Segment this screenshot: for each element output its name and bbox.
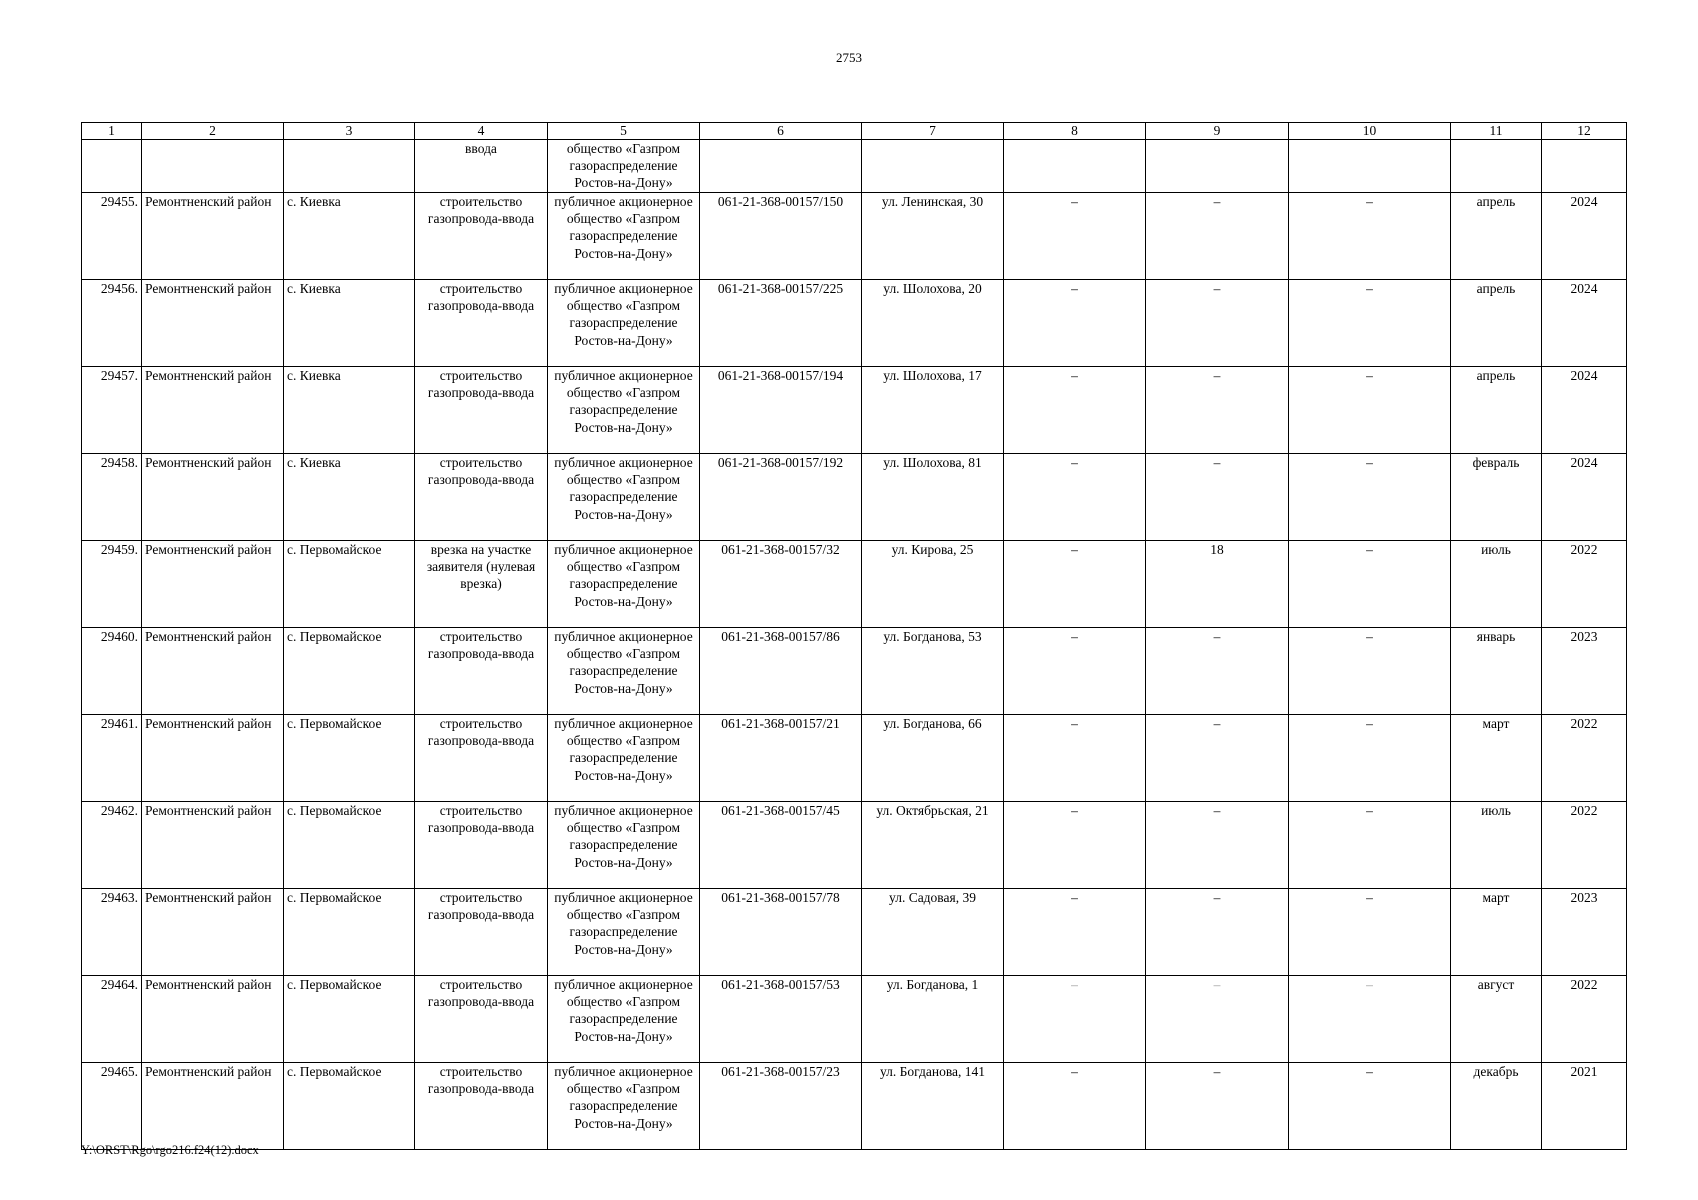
month-cell: август [1451,976,1542,1063]
column-8-cell: – [1004,193,1146,280]
column-9-cell: – [1146,976,1289,1063]
column-8-cell: – [1004,628,1146,715]
registry-table [81,122,1627,1150]
month-cell: февраль [1451,454,1542,541]
year-cell: 2024 [1542,367,1627,454]
year-cell: 2022 [1542,541,1627,628]
application-code-cell: 061-21-368-00157/192 [700,454,862,541]
column-header: 9 [1146,123,1289,140]
year-cell: 2023 [1542,628,1627,715]
table-row [82,889,1627,976]
column-10-cell: – [1289,367,1451,454]
work-type-cell: строительство газопровода-ввода [415,280,548,367]
table-row [82,193,1627,280]
footer-file-path: Y:\ORST\Rgo\rgo216.f24(12).docx [81,1143,259,1157]
column-header: 11 [1451,123,1542,140]
application-code-cell: 061-21-368-00157/32 [700,541,862,628]
column-9-cell: – [1146,628,1289,715]
table-row [82,715,1627,802]
work-type-cell: строительство газопровода-ввода [415,367,548,454]
column-9-cell: – [1146,367,1289,454]
organization-cell: публичное акционерное общество «Газпром газораспределение Ростов-на-Дону» [548,628,700,715]
column-header: 4 [415,123,548,140]
month-cell: апрель [1451,280,1542,367]
work-type-cell: строительство газопровода-ввода [415,193,548,280]
row-number-cell: 29456. [82,280,142,367]
continued-row [82,140,1627,193]
district-cell: Ремонтненский район [142,541,284,628]
address-cell: ул. Кирова, 25 [862,541,1004,628]
address-cell: ул. Шолохова, 81 [862,454,1004,541]
column-8-cell: – [1004,976,1146,1063]
table-row [82,802,1627,889]
row-number-cell: 29461. [82,715,142,802]
column-9-cell: – [1146,1063,1289,1150]
district-cell: Ремонтненский район [142,193,284,280]
column-10-cell: – [1289,802,1451,889]
table-row [82,976,1627,1063]
column-9-cell: – [1146,889,1289,976]
row-number-cell: 29464. [82,976,142,1063]
column-9-cell: – [1146,715,1289,802]
table-row [82,280,1627,367]
year-cell: 2023 [1542,889,1627,976]
row-number-cell: 29457. [82,367,142,454]
address-cell: ул. Садовая, 39 [862,889,1004,976]
column-9-cell: – [1146,454,1289,541]
organization-cell: публичное акционерное общество «Газпром газораспределение Ростов-на-Дону» [548,541,700,628]
locality-cell: с. Первомайское [284,976,415,1063]
table-row [82,628,1627,715]
column-header: 10 [1289,123,1451,140]
district-cell: Ремонтненский район [142,280,284,367]
work-type-cell: строительство газопровода-ввода [415,628,548,715]
column-header: 2 [142,123,284,140]
row-number-cell: 29455. [82,193,142,280]
work-type-cell: строительство газопровода-ввода [415,889,548,976]
organization-cell: публичное акционерное общество «Газпром газораспределение Ростов-на-Дону» [548,454,700,541]
column-10-cell: – [1289,541,1451,628]
address-cell: ул. Ленинская, 30 [862,193,1004,280]
organization-cell: публичное акционерное общество «Газпром газораспределение Ростов-на-Дону» [548,889,700,976]
locality-cell: с. Первомайское [284,628,415,715]
application-code-cell: 061-21-368-00157/225 [700,280,862,367]
column-8-cell: – [1004,367,1146,454]
locality-cell: с. Первомайское [284,541,415,628]
address-cell: ул. Богданова, 53 [862,628,1004,715]
month-cell: апрель [1451,193,1542,280]
locality-cell: с. Первомайское [284,889,415,976]
column-8-cell: – [1004,715,1146,802]
work-type-cell: врезка на участке заявителя (нулевая врезка) [415,541,548,628]
locality-cell: с. Первомайское [284,715,415,802]
year-cell: 2024 [1542,193,1627,280]
application-code-cell: 061-21-368-00157/78 [700,889,862,976]
organization-cell: публичное акционерное общество «Газпром газораспределение Ростов-на-Дону» [548,193,700,280]
column-10-cell: – [1289,628,1451,715]
organization-cell: публичное акционерное общество «Газпром газораспределение Ростов-на-Дону» [548,280,700,367]
month-cell: март [1451,889,1542,976]
locality-cell: с. Киевка [284,367,415,454]
application-code-cell: 061-21-368-00157/86 [700,628,862,715]
column-10-cell: – [1289,715,1451,802]
table-row [82,1063,1627,1150]
district-cell: Ремонтненский район [142,715,284,802]
address-cell: ул. Шолохова, 17 [862,367,1004,454]
application-code-cell: 061-21-368-00157/45 [700,802,862,889]
district-cell: Ремонтненский район [142,889,284,976]
work-type-cell: строительство газопровода-ввода [415,1063,548,1150]
column-header: 8 [1004,123,1146,140]
column-header: 1 [82,123,142,140]
month-cell: январь [1451,628,1542,715]
district-cell: Ремонтненский район [142,1063,284,1150]
column-10-cell: – [1289,280,1451,367]
year-cell: 2024 [1542,280,1627,367]
column-header: 7 [862,123,1004,140]
year-cell: 2022 [1542,715,1627,802]
work-type-cell: ввода [415,140,548,193]
locality-cell: с. Первомайское [284,1063,415,1150]
address-cell: ул. Богданова, 141 [862,1063,1004,1150]
organization-cell: публичное акционерное общество «Газпром газораспределение Ростов-на-Дону» [548,715,700,802]
district-cell: Ремонтненский район [142,367,284,454]
table-row [82,367,1627,454]
column-10-cell: – [1289,1063,1451,1150]
column-8-cell: – [1004,541,1146,628]
application-code-cell: 061-21-368-00157/23 [700,1063,862,1150]
address-cell: ул. Шолохова, 20 [862,280,1004,367]
district-cell: Ремонтненский район [142,976,284,1063]
month-cell: декабрь [1451,1063,1542,1150]
locality-cell: с. Первомайское [284,802,415,889]
column-10-cell: – [1289,976,1451,1063]
organization-cell: публичное акционерное общество «Газпром газораспределение Ростов-на-Дону» [548,1063,700,1150]
column-header: 3 [284,123,415,140]
column-8-cell: – [1004,1063,1146,1150]
column-header: 6 [700,123,862,140]
column-10-cell: – [1289,889,1451,976]
row-number-cell: 29459. [82,541,142,628]
column-10-cell: – [1289,193,1451,280]
row-number-cell: 29458. [82,454,142,541]
column-8-cell: – [1004,802,1146,889]
work-type-cell: строительство газопровода-ввода [415,802,548,889]
row-number-cell: 29465. [82,1063,142,1150]
application-code-cell: 061-21-368-00157/53 [700,976,862,1063]
locality-cell: с. Киевка [284,454,415,541]
work-type-cell: строительство газопровода-ввода [415,715,548,802]
month-cell: июль [1451,541,1542,628]
organization-cell: общество «Газпром газораспределение Ростов-на-Дону» [548,140,700,193]
column-header: 12 [1542,123,1627,140]
organization-cell: публичное акционерное общество «Газпром газораспределение Ростов-на-Дону» [548,802,700,889]
row-number-cell: 29460. [82,628,142,715]
application-code-cell: 061-21-368-00157/150 [700,193,862,280]
month-cell: июль [1451,802,1542,889]
column-8-cell: – [1004,454,1146,541]
organization-cell: публичное акционерное общество «Газпром газораспределение Ростов-на-Дону» [548,976,700,1063]
district-cell: Ремонтненский район [142,454,284,541]
column-9-cell: 18 [1146,541,1289,628]
column-10-cell: – [1289,454,1451,541]
work-type-cell: строительство газопровода-ввода [415,454,548,541]
year-cell: 2024 [1542,454,1627,541]
page-number: 2753 [836,50,862,65]
district-cell: Ремонтненский район [142,628,284,715]
column-8-cell: – [1004,280,1146,367]
application-code-cell: 061-21-368-00157/194 [700,367,862,454]
column-9-cell: – [1146,280,1289,367]
district-cell: Ремонтненский район [142,802,284,889]
column-9-cell: – [1146,193,1289,280]
application-code-cell: 061-21-368-00157/21 [700,715,862,802]
locality-cell: с. Киевка [284,280,415,367]
year-cell: 2022 [1542,802,1627,889]
table-row [82,454,1627,541]
year-cell: 2021 [1542,1063,1627,1150]
row-number-cell: 29462. [82,802,142,889]
table-row [82,541,1627,628]
header-row [82,123,1627,140]
month-cell: апрель [1451,367,1542,454]
locality-cell: с. Киевка [284,193,415,280]
organization-cell: публичное акционерное общество «Газпром газораспределение Ростов-на-Дону» [548,367,700,454]
address-cell: ул. Богданова, 66 [862,715,1004,802]
year-cell: 2022 [1542,976,1627,1063]
address-cell: ул. Октябрьская, 21 [862,802,1004,889]
address-cell: ул. Богданова, 1 [862,976,1004,1063]
month-cell: март [1451,715,1542,802]
work-type-cell: строительство газопровода-ввода [415,976,548,1063]
column-header: 5 [548,123,700,140]
row-number-cell: 29463. [82,889,142,976]
column-9-cell: – [1146,802,1289,889]
column-8-cell: – [1004,889,1146,976]
